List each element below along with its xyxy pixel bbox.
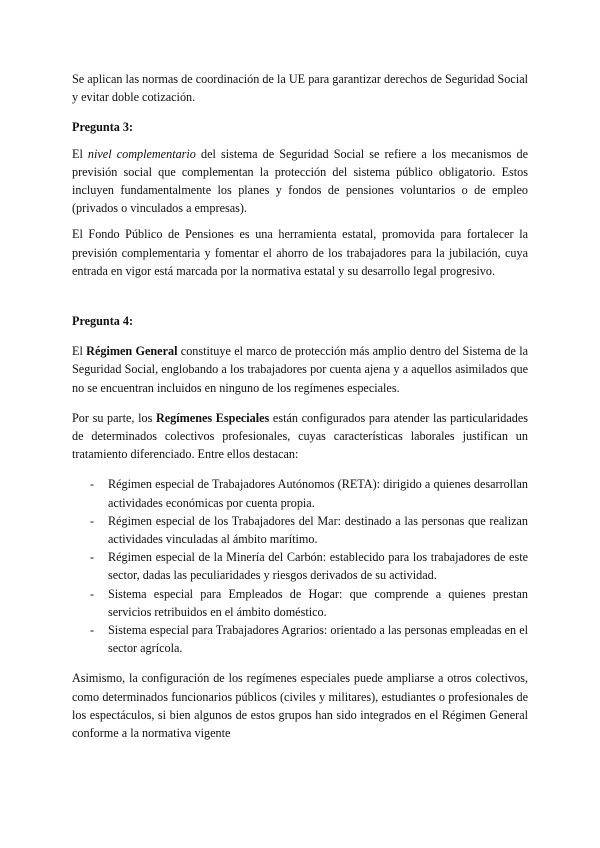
list-item-text: Sistema especial para Trabajadores Agrarios: orientado a las personas empleadas en el sector agrícola. xyxy=(108,623,528,656)
list-item-text: Régimen especial de la Minería del Carbón: establecido para los trabajadores de este sector, dadas las peculiaridades y riesgos derivados de su actividad. xyxy=(108,550,528,583)
intro-paragraph: Se aplican las normas de coordinación de la UE para garantizar derechos de Seguridad Social y evitar doble cotización. xyxy=(72,72,528,105)
q4-p1-before: El xyxy=(72,344,87,359)
nivel-complementario-term: nivel complementario xyxy=(87,146,196,161)
bullet-dash: - xyxy=(90,513,95,528)
list-item xyxy=(72,585,528,621)
bullet-dash: - xyxy=(90,477,95,492)
bullet-dash: - xyxy=(90,586,95,601)
bullet-dash: - xyxy=(90,550,95,565)
list-item xyxy=(72,475,528,511)
list-item xyxy=(72,548,528,584)
document-page xyxy=(72,70,528,742)
question-3-paragraph-2: El Fondo Público de Pensiones es una herramienta estatal, promovida para fortalecer la previsión complementaria y fomentar el ahorro de los trabajadores para la jubilación, cuya entrada en vigor está marcada por la normativa estatal y su desarrollo legal progresivo. xyxy=(72,227,528,278)
list-item-text: Sistema especial para Empleados de Hogar: que comprende a quienes prestan servicios retribuidos en el ámbito doméstico. xyxy=(108,586,528,619)
q4-p1-after: constituye el marco de protección más amplio dentro del Sistema de la Seguridad Social, englobando a los trabajadores por cuenta ajena y a aquellos asimilados que no se encuentran incluidos en ninguno de los regímenes especiales. xyxy=(72,344,528,395)
question-3-heading: Pregunta 3: xyxy=(72,120,134,135)
special-regimes-list xyxy=(72,475,528,657)
question-4-paragraph-1 xyxy=(72,342,528,397)
list-item-text: Régimen especial de los Trabajadores del Mar: destinado a las personas que realizan actividades vinculadas al ámbito marítimo. xyxy=(108,513,528,547)
q3-p1-after: del sistema de Seguridad Social se refiere a los mecanismos de previsión social que complementan la protección del sistema público obligatorio. Estos incluyen fundamentalmente los planes y fondos de pensiones voluntarios o de empleo (privados o vinculados a empresas). xyxy=(72,146,528,216)
question-4-paragraph-3: Asimismo, la configuración de los regímenes especiales puede ampliarse a otros colectivos, como determinados funcionarios públicos (civiles y militares), estudiantes o profesionales de los espectáculos, si bien algunos de estos grupos han sido integrados en el Régimen General conforme a la normativa vigente xyxy=(72,671,528,741)
q4-p2-after: están configurados para atender las particularidades de determinados colectivos profesionales, cuyas características laborales justifican un tratamiento diferenciado. Entre ellos destacan: xyxy=(72,410,528,462)
regimen-general-term: Régimen General xyxy=(86,344,178,359)
regimenes-especiales-term: Regímenes Especiales xyxy=(155,410,270,425)
q3-p1-before: El xyxy=(72,146,88,161)
q4-p2-before: Por su parte, los xyxy=(72,410,156,425)
question-3-paragraph-1 xyxy=(72,145,528,218)
list-item xyxy=(72,512,528,548)
list-item-text: Régimen especial de Trabajadores Autónomos (RETA): dirigido a quienes desarrollan actividades económicas por cuenta propia. xyxy=(108,477,528,510)
list-item xyxy=(72,621,528,657)
bullet-dash: - xyxy=(90,623,95,638)
question-4-heading: Pregunta 4: xyxy=(72,314,134,329)
question-4-paragraph-2 xyxy=(72,409,528,464)
